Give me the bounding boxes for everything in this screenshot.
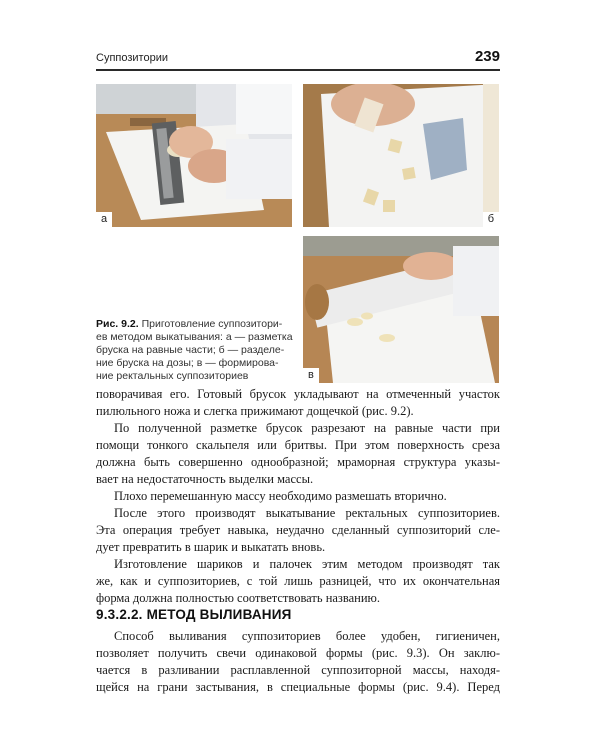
- section-line: щейся на грани застывания, в специальные формы (рис. 9.4). Перед: [96, 680, 500, 694]
- body-line: поворачивая его. Готовый брусок укладывают на отмеченный участок: [96, 387, 500, 401]
- section-line: чается в разливании расплавленной суппозиторной массы, находя-: [96, 663, 500, 677]
- body-line: По полученной разметке брусок разрезают на равные части при: [114, 421, 500, 435]
- figure-photo-a: [96, 84, 292, 227]
- header-rule: [96, 69, 500, 71]
- figure-label-c: в: [303, 368, 319, 383]
- caption-line-5: ние ректальных суппозиториев: [96, 370, 249, 382]
- figure-label-b: б: [483, 212, 499, 227]
- section-heading: 9.3.2.2. МЕТОД ВЫЛИВАНИЯ: [96, 607, 292, 622]
- running-title: Суппозитории: [96, 52, 168, 64]
- body-line: пилюльного ножа и слегка прижимают дощечкой (рис. 9.2).: [96, 404, 414, 418]
- figure-photo-c: [303, 236, 499, 383]
- body-line: форма должна полностью соответствовать названию.: [96, 591, 380, 605]
- body-line: же, как и суппозиториев, с той лишь разницей, что их окончательная: [96, 574, 500, 588]
- running-header: [96, 50, 500, 68]
- caption-line-1: [96, 318, 290, 331]
- body-line: помощи тонкого скальпеля или бритвы. При этом поверхность среза: [96, 438, 500, 452]
- body-line: После этого производят выкатывание ректальных суппозиториев.: [114, 506, 500, 520]
- caption-text-1: Приготовление суппозитори-: [138, 318, 283, 330]
- caption-line-3: бруска на равные части; б — разделе-: [96, 344, 285, 356]
- section-line: позволяет получить свечи одинаковой формы (рис. 9.3). Он заклю-: [96, 646, 500, 660]
- caption-label: Рис. 9.2.: [96, 318, 139, 330]
- body-line: Эта операция требует навыка, неудачно сделанный суппозиторий сле-: [96, 523, 500, 537]
- section-text: [96, 628, 500, 696]
- body-line: Изготовление шариков и палочек этим методом производят так: [114, 557, 500, 571]
- figure-label-a: а: [96, 212, 112, 227]
- body-line: вает на недостаточность выделки массы.: [96, 472, 314, 486]
- body-line: Плохо перемешанную массу необходимо размешать вторично.: [114, 489, 447, 503]
- figure-caption: [96, 318, 293, 383]
- caption-line-4: ние бруска на дозы; в — формирова-: [96, 357, 279, 369]
- body-line: дует превратить в шарик и выкатать вновь.: [96, 540, 326, 554]
- section-line: Способ выливания суппозиториев более удобен, гигиеничен,: [114, 629, 500, 643]
- body-text: [96, 386, 500, 607]
- caption-line-2: ев методом выкатывания: а — разметка: [96, 331, 293, 343]
- page-number: 239: [474, 48, 500, 65]
- body-line: должна быть совершенно однообразной; мраморная структура указы-: [96, 455, 500, 469]
- figure-photo-b: [303, 84, 499, 227]
